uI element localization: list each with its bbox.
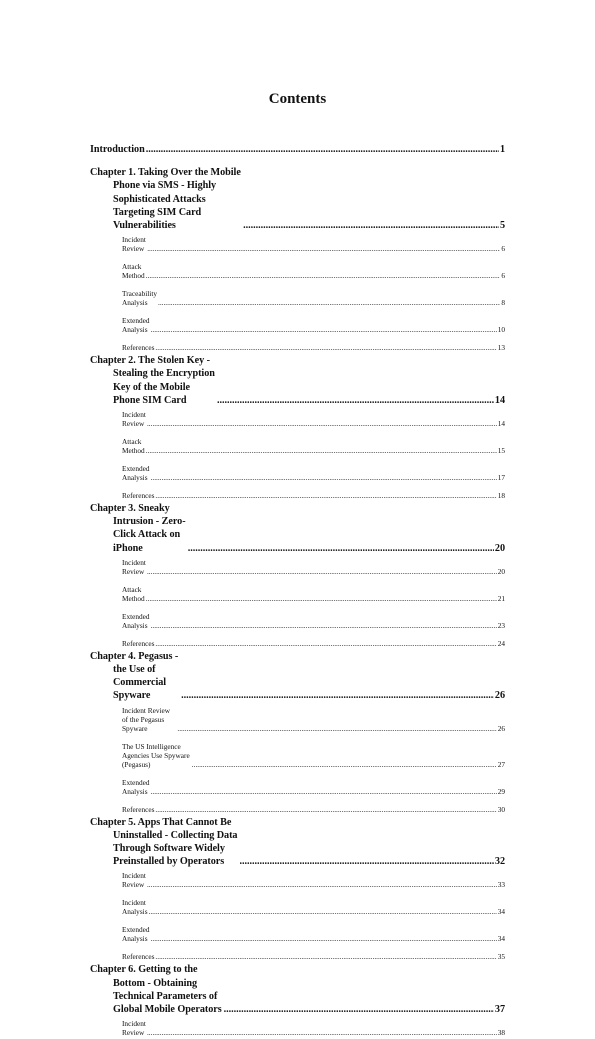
toc-page-number: 1 [499, 144, 505, 155]
toc-section-label: Extended Analysis [122, 777, 150, 796]
toc-page-number: 24 [497, 638, 505, 648]
toc-chapter-2 [90, 354, 505, 500]
toc-chapter-heading[interactable] [90, 816, 505, 869]
toc-section-entry[interactable] [90, 898, 505, 916]
toc-section-entry[interactable] [90, 805, 505, 814]
toc-page-number: 6 [501, 244, 505, 254]
toc-section-label: Extended Analysis [122, 464, 150, 483]
toc-section-entry[interactable] [90, 925, 505, 943]
toc-section-label: References [122, 638, 155, 648]
toc-section-label: Incident Review [122, 1019, 146, 1038]
toc-page-number: 20 [497, 566, 505, 576]
toc-section-entry[interactable] [90, 952, 505, 961]
toc-section-label: References [122, 491, 155, 501]
toc-section-entry[interactable] [90, 742, 505, 769]
dot-leader [147, 567, 497, 576]
toc-chapter-title: Chapter 1. Taking Over the Mobile Phone via SMS - Highly Sophisticated Attacks Targeting SIM Card Vulnerabilities [90, 167, 241, 232]
toc-page-number: 17 [497, 473, 505, 483]
toc-page-number: 23 [497, 620, 505, 630]
toc-section-label: The US Intelligence Agencies Use Spyware (Pegasus) [122, 741, 190, 769]
toc-page-number: 14 [494, 394, 505, 406]
dot-leader [151, 325, 497, 334]
toc-section-entry[interactable] [90, 585, 505, 603]
toc-section-entry[interactable] [90, 491, 505, 500]
toc-section-label: Attack Method [122, 437, 145, 456]
toc-page-number: 20 [494, 542, 505, 554]
toc-section-entry[interactable] [90, 289, 505, 307]
dot-leader [146, 594, 497, 603]
toc-page-number: 37 [494, 1004, 505, 1016]
chapter-list [90, 166, 505, 1037]
toc-page-number: 34 [497, 934, 505, 944]
toc-section-label: Extended Analysis [122, 925, 150, 944]
toc-chapter-title: Chapter 6. Getting to the Bottom - Obtaining Technical Parameters of Global Mobile Operators [90, 964, 222, 1016]
toc-page-number: 29 [497, 786, 505, 796]
toc-page-number: 33 [497, 880, 505, 890]
dot-leader [147, 419, 497, 428]
toc-chapter-title: Chapter 4. Pegasus - the Use of Commercial Spyware [90, 650, 179, 702]
toc-page-number: 30 [497, 804, 505, 814]
toc-section-label: References [122, 804, 155, 814]
dot-leader [155, 952, 496, 961]
toc-entry-label: Introduction [90, 144, 145, 155]
dot-leader [146, 271, 501, 280]
dot-leader [151, 934, 497, 943]
toc-section-entry[interactable] [90, 262, 505, 280]
toc-section-label: Incident Review [122, 557, 146, 576]
toc-section-label: Extended Analysis [122, 316, 150, 335]
toc-section-entry[interactable] [90, 778, 505, 796]
toc-page-number: 21 [497, 593, 505, 603]
dot-leader [151, 787, 497, 796]
toc-entry-introduction[interactable] [90, 143, 505, 156]
dot-leader [188, 542, 494, 555]
dot-leader [155, 491, 496, 500]
toc-section-entry[interactable] [90, 706, 505, 733]
dot-leader [158, 298, 500, 307]
dot-leader [181, 689, 494, 702]
toc-page-number: 15 [497, 446, 505, 456]
dot-leader [177, 724, 496, 733]
dot-leader [146, 446, 497, 455]
toc-page-number: 38 [497, 1028, 505, 1038]
toc-section-label: Incident Review [122, 235, 146, 254]
toc-chapter-heading[interactable] [90, 650, 505, 703]
dot-leader [240, 855, 494, 868]
toc-chapter-heading[interactable] [90, 354, 505, 407]
toc-section-label: Incident Review [122, 871, 146, 890]
page-title: Contents [268, 91, 327, 107]
toc-chapter-heading[interactable] [90, 502, 505, 555]
dot-leader [224, 1003, 494, 1016]
toc-section-label: References [122, 952, 155, 962]
toc-page-number: 5 [499, 220, 505, 232]
toc-page-number: 26 [494, 690, 505, 702]
table-of-contents [90, 143, 505, 1039]
toc-section-entry[interactable] [90, 235, 505, 253]
toc-chapter-heading[interactable] [90, 963, 505, 1016]
toc-section-label: Incident Review of the Pegasus Spyware [122, 705, 171, 733]
toc-section-entry[interactable] [90, 410, 505, 428]
dot-leader [217, 394, 494, 407]
toc-section-entry[interactable] [90, 437, 505, 455]
toc-section-entry[interactable] [90, 639, 505, 648]
toc-chapter-5 [90, 816, 505, 962]
toc-section-label: Traceability Analysis [122, 289, 157, 308]
dot-leader [149, 907, 497, 916]
toc-page-number: 35 [497, 952, 505, 962]
toc-chapter-4 [90, 650, 505, 814]
dot-leader [155, 639, 496, 648]
dot-leader [243, 219, 499, 232]
toc-page-number: 8 [501, 298, 505, 308]
toc-chapter-heading[interactable] [90, 166, 505, 232]
toc-section-label: Attack Method [122, 262, 145, 281]
dot-leader [151, 621, 497, 630]
toc-section-entry[interactable] [90, 343, 505, 352]
toc-chapter-6 [90, 963, 505, 1037]
toc-section-label: Incident Analysis [122, 898, 148, 917]
dot-leader [146, 143, 499, 156]
toc-section-entry[interactable] [90, 316, 505, 334]
toc-page-number: 14 [497, 419, 505, 429]
dot-leader [155, 805, 496, 814]
toc-section-entry[interactable] [90, 871, 505, 889]
toc-chapter-title: Chapter 2. The Stolen Key - Stealing the Encryption Key of the Mobile Phone SIM Card [90, 355, 215, 406]
toc-section-label: Extended Analysis [122, 611, 150, 630]
toc-page-number: 34 [497, 907, 505, 917]
toc-page-number: 27 [497, 759, 505, 769]
toc-chapter-3 [90, 502, 505, 648]
toc-chapter-title: Chapter 3. Sneaky Intrusion - Zero-Click Attack on iPhone [90, 503, 186, 554]
toc-section-label: References [122, 343, 155, 353]
toc-chapter-1 [90, 166, 505, 352]
toc-section-label: Incident Review [122, 410, 146, 429]
toc-section-entry[interactable] [90, 558, 505, 576]
toc-page-number: 13 [497, 343, 505, 353]
toc-section-entry[interactable] [90, 1019, 505, 1037]
dot-leader [147, 1028, 497, 1037]
toc-section-entry[interactable] [90, 612, 505, 630]
toc-page-number: 32 [494, 856, 505, 868]
toc-page-number: 10 [497, 325, 505, 335]
toc-section-entry[interactable] [90, 464, 505, 482]
dot-leader [155, 343, 496, 352]
dot-leader [147, 880, 497, 889]
dot-leader [147, 244, 500, 253]
toc-section-label: Attack Method [122, 584, 145, 603]
toc-page-number: 6 [501, 271, 505, 281]
dot-leader [151, 473, 497, 482]
dot-leader [192, 760, 497, 769]
toc-chapter-title: Chapter 5. Apps That Cannot Be Uninstalled - Collecting Data Through Software Widely Preinstalled by Operators [90, 816, 238, 868]
toc-page-number: 18 [497, 491, 505, 501]
toc-page-number: 26 [497, 723, 505, 733]
